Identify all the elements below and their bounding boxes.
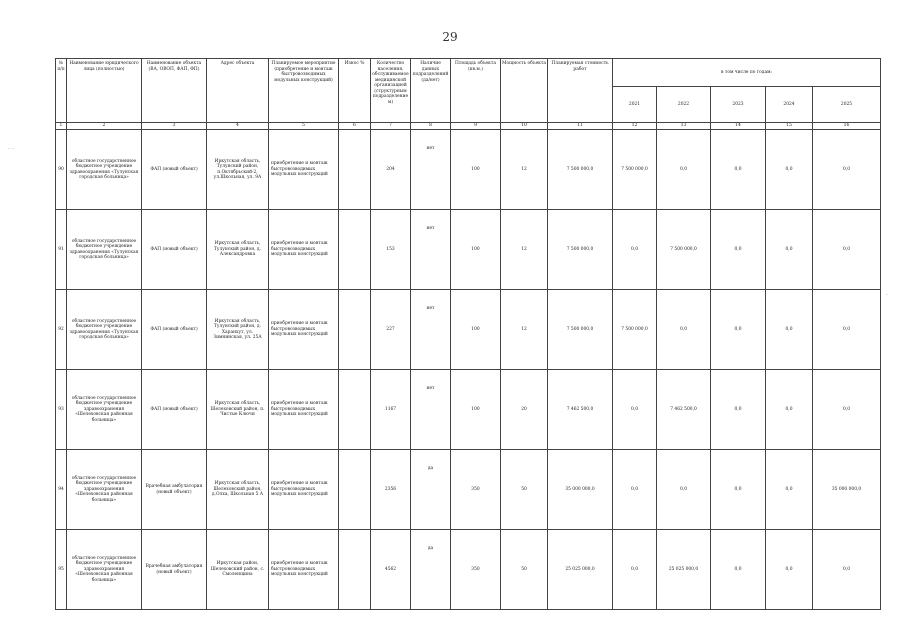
cell-cost: 25 025 000,0 bbox=[548, 530, 613, 610]
header-cell-cost: Планируемая стоимость работ bbox=[548, 59, 613, 123]
cell-has-unit: нет bbox=[411, 130, 451, 210]
cell-address: Иркутская область, Тулунский район, д. Александровка bbox=[207, 210, 269, 290]
column-number: 12 bbox=[613, 123, 657, 130]
cell-address: Иркутская область, Тулунский район, д. Харанхут, ул. Зимнинская, ул. 25А bbox=[207, 290, 269, 370]
column-number: 10 bbox=[501, 123, 548, 130]
table-row bbox=[56, 370, 881, 450]
cell-cost: 7 500 000,0 bbox=[548, 210, 613, 290]
header-cell-population: Количество населения, обслуживаемое медицинской организацией (структурным подразделением) bbox=[371, 59, 411, 123]
cell-year-2025: 0,0 bbox=[813, 130, 881, 210]
cell-year-2021: 0,0 bbox=[613, 530, 657, 610]
header-cell-address: Адрес объекта bbox=[207, 59, 269, 123]
column-number: 16 bbox=[813, 123, 881, 130]
column-number: 9 bbox=[451, 123, 501, 130]
cell-event: приобретение и монтаж быстровозводимых модульных конструкций bbox=[269, 450, 339, 530]
cell-event: приобретение и монтаж быстровозводимых модульных конструкций bbox=[269, 370, 339, 450]
cell-object: Врачебная амбулатория (новый объект) bbox=[142, 530, 207, 610]
column-number: 15 bbox=[766, 123, 813, 130]
column-number: 11 bbox=[548, 123, 613, 130]
cell-population: 1167 bbox=[371, 370, 411, 450]
column-number: 6 bbox=[339, 123, 371, 130]
table-row bbox=[56, 530, 881, 610]
cell-number: 92 bbox=[56, 290, 67, 370]
cell-year-2023: 0,0 bbox=[711, 130, 766, 210]
cell-object: ФАП (новый объект) bbox=[142, 370, 207, 450]
cell-org-name: областное государственное бюджетное учреждение здравоохранения «Шелеховская районная больница» bbox=[67, 370, 142, 450]
cell-number: 94 bbox=[56, 450, 67, 530]
table-row bbox=[56, 130, 881, 210]
cell-org-name: областное государственное бюджетное учреждение здравоохранения «Тулунская городская больница» bbox=[67, 290, 142, 370]
cell-year-2021: 0,0 bbox=[613, 450, 657, 530]
cell-year-2024: 0,0 bbox=[766, 370, 813, 450]
cell-year-2023: 0,0 bbox=[711, 210, 766, 290]
cell-year-2021: 7 500 000,0 bbox=[613, 290, 657, 370]
cell-cost: 7 462 500,0 bbox=[548, 370, 613, 450]
cell-org-name: областное государственное бюджетное учреждение здравоохранения «Шелеховская районная больница» bbox=[67, 450, 142, 530]
column-number: 7 bbox=[371, 123, 411, 130]
cell-population: 204 bbox=[371, 130, 411, 210]
cell-area: 100 bbox=[451, 290, 501, 370]
cell-area: 350 bbox=[451, 530, 501, 610]
cell-year-2024: 0,0 bbox=[766, 130, 813, 210]
cell-year-2022: 0,0 bbox=[657, 290, 711, 370]
header-cell-name: Наименование юридического лица (полностью) bbox=[67, 59, 142, 123]
header-cell-wear: Износ % bbox=[339, 59, 371, 123]
cell-year-2024: 0,0 bbox=[766, 530, 813, 610]
table-row bbox=[56, 290, 881, 370]
cell-capacity: 50 bbox=[501, 450, 548, 530]
cell-year-2025: 0,0 bbox=[813, 290, 881, 370]
cell-population: 153 bbox=[371, 210, 411, 290]
cell-org-name: областное государственное бюджетное учреждение здравоохранения «Шелеховская районная больница» bbox=[67, 530, 142, 610]
cell-wear bbox=[339, 530, 371, 610]
cell-number: 90 bbox=[56, 130, 67, 210]
cell-has-unit: да bbox=[411, 450, 451, 530]
objects-table bbox=[55, 58, 881, 610]
column-numbers-row bbox=[56, 123, 881, 130]
cell-event: приобретение и монтаж быстровозводимых модульных конструкций bbox=[269, 530, 339, 610]
column-number: 1 bbox=[56, 123, 67, 130]
cell-wear bbox=[339, 210, 371, 290]
cell-cost: 35 000 000,0 bbox=[548, 450, 613, 530]
cell-year-2021: 0,0 bbox=[613, 210, 657, 290]
cell-number: 93 bbox=[56, 370, 67, 450]
header-cell-has-unit: Наличие данных подразделений (да/нет) bbox=[411, 59, 451, 123]
cell-object: ФАП (новый объект) bbox=[142, 210, 207, 290]
cell-population: 2356 bbox=[371, 450, 411, 530]
header-year-2024: 2024 bbox=[766, 87, 813, 123]
cell-org-name: областное государственное бюджетное учреждение здравоохранения «Тулунская городская больница» bbox=[67, 130, 142, 210]
cell-year-2023: 0,0 bbox=[711, 290, 766, 370]
cell-year-2022: 0,0 bbox=[657, 450, 711, 530]
cell-address: Иркутская область, Шелеховский район, п. Чистые Ключи bbox=[207, 370, 269, 450]
cell-year-2021: 0,0 bbox=[613, 370, 657, 450]
cell-has-unit: да bbox=[411, 530, 451, 610]
cell-year-2022: 7 500 000,0 bbox=[657, 210, 711, 290]
column-number: 8 bbox=[411, 123, 451, 130]
cell-has-unit: нет bbox=[411, 210, 451, 290]
cell-capacity: 12 bbox=[501, 210, 548, 290]
cell-year-2024: 0,0 bbox=[766, 210, 813, 290]
cell-year-2021: 7 500 000,0 bbox=[613, 130, 657, 210]
cell-area: 100 bbox=[451, 370, 501, 450]
cell-wear bbox=[339, 450, 371, 530]
cell-has-unit: нет bbox=[411, 290, 451, 370]
cell-year-2025: 35 000 000,0 bbox=[813, 450, 881, 530]
cell-cost: 7 500 000,0 bbox=[548, 130, 613, 210]
cell-year-2023: 0,0 bbox=[711, 450, 766, 530]
column-number: 2 bbox=[67, 123, 142, 130]
column-number: 4 bbox=[207, 123, 269, 130]
table-row bbox=[56, 210, 881, 290]
header-row bbox=[56, 59, 881, 87]
header-cell-by-years: в том числе по годам: bbox=[613, 59, 881, 87]
cell-year-2022: 0,0 bbox=[657, 130, 711, 210]
cell-year-2023: 0,0 bbox=[711, 370, 766, 450]
cell-area: 100 bbox=[451, 210, 501, 290]
cell-capacity: 50 bbox=[501, 530, 548, 610]
cell-event: приобретение и монтаж быстровозводимых модульных конструкций bbox=[269, 130, 339, 210]
cell-year-2022: 25 025 000,0 bbox=[657, 530, 711, 610]
cell-population: 4562 bbox=[371, 530, 411, 610]
column-number: 14 bbox=[711, 123, 766, 130]
cell-capacity: 20 bbox=[501, 370, 548, 450]
cell-area: 100 bbox=[451, 130, 501, 210]
column-number: 13 bbox=[657, 123, 711, 130]
cell-wear bbox=[339, 370, 371, 450]
cell-wear bbox=[339, 290, 371, 370]
header-year-2025: 2025 bbox=[813, 87, 881, 123]
table-row bbox=[56, 450, 881, 530]
cell-number: 95 bbox=[56, 530, 67, 610]
cell-year-2024: 0,0 bbox=[766, 450, 813, 530]
cell-event: приобретение и монтаж быстровозводимых модульных конструкций bbox=[269, 290, 339, 370]
table-body bbox=[56, 130, 881, 610]
cell-year-2023: 0,0 bbox=[711, 530, 766, 610]
cell-event: приобретение и монтаж быстровозводимых модульных конструкций bbox=[269, 210, 339, 290]
cell-year-2025: 0,0 bbox=[813, 530, 881, 610]
cell-object: ФАП (новый объект) bbox=[142, 290, 207, 370]
cell-wear bbox=[339, 130, 371, 210]
cell-year-2025: 0,0 bbox=[813, 210, 881, 290]
cell-address: Иркутская область, Тулунский район, п.Октябрьский-2, ул.Школьная, ул. 9А bbox=[207, 130, 269, 210]
cell-year-2022: 7 462 500,0 bbox=[657, 370, 711, 450]
header-year-2021: 2021 bbox=[613, 87, 657, 123]
cell-number: 91 bbox=[56, 210, 67, 290]
cell-object: ФАП (новый объект) bbox=[142, 130, 207, 210]
cell-address: Иркутская район, Шелеховский район, с. Смоленщина bbox=[207, 530, 269, 610]
header-year-2022: 2022 bbox=[657, 87, 711, 123]
cell-address: Иркутская область, Шелеховский район, д.Олха, Школьная 5 А bbox=[207, 450, 269, 530]
cell-capacity: 12 bbox=[501, 290, 548, 370]
header-cell-n: № п/п bbox=[56, 59, 67, 123]
column-number: 3 bbox=[142, 123, 207, 130]
cell-org-name: областное государственное бюджетное учреждение здравоохранения «Тулунская городская больница» bbox=[67, 210, 142, 290]
column-number: 5 bbox=[269, 123, 339, 130]
page-number: 29 bbox=[442, 30, 458, 44]
header-cell-event: Планируемое мероприятие (приобретение и монтаж быстровозводимых модульных конструкций) bbox=[269, 59, 339, 123]
cell-has-unit: нет bbox=[411, 370, 451, 450]
header-cell-capacity: Мощность объекта bbox=[501, 59, 548, 123]
header-cell-area: Площадь объекта (кв.м.) bbox=[451, 59, 501, 123]
scan-mark: · bbox=[886, 292, 888, 299]
cell-capacity: 12 bbox=[501, 130, 548, 210]
header-year-2023: 2023 bbox=[711, 87, 766, 123]
cell-year-2024: 0,0 bbox=[766, 290, 813, 370]
cell-object: Врачебная амбулатория (новый объект) bbox=[142, 450, 207, 530]
cell-population: 227 bbox=[371, 290, 411, 370]
cell-year-2025: 0,0 bbox=[813, 370, 881, 450]
cell-cost: 7 500 000,0 bbox=[548, 290, 613, 370]
scan-mark: · · bbox=[8, 146, 14, 153]
cell-area: 350 bbox=[451, 450, 501, 530]
header-cell-object: Наименование объекта (ВА, ОВОП, ФАП, ФП) bbox=[142, 59, 207, 123]
